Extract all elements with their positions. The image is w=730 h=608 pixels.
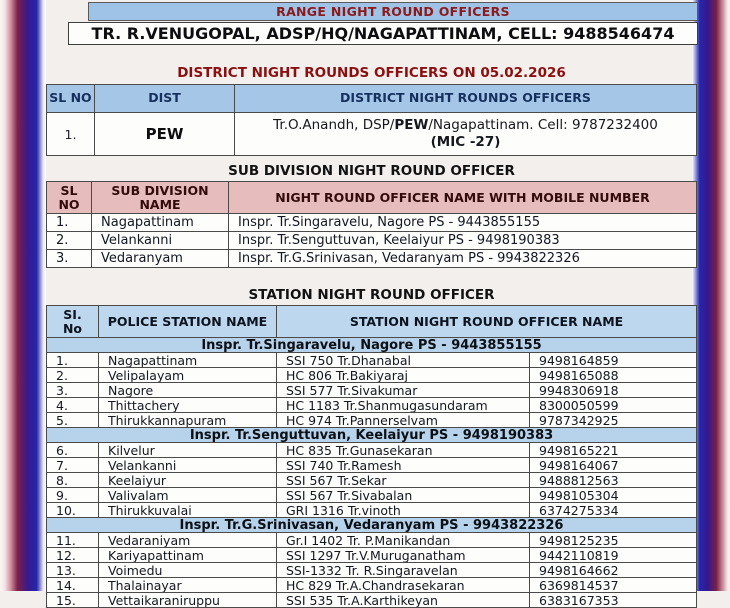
station-header-slno: SI. No <box>47 306 99 338</box>
district-header-dist: DIST <box>95 85 235 113</box>
station-row: 8. Keelaiyur SSI 567 Tr.Sekar 9488812563 <box>47 473 697 488</box>
station-row: 11. Vedaraniyam Gr.I 1402 Tr. P.Manikandan 9498125235 <box>47 533 697 548</box>
range-title-banner <box>88 2 698 21</box>
subdivision-section-title: SUB DIVISION NIGHT ROUND OFFICER <box>228 163 515 179</box>
subdivision-header-officer: NIGHT ROUND OFFICER NAME WITH MOBILE NUMBER <box>229 182 697 214</box>
district-header-officers: DISTRICT NIGHT ROUNDS OFFICERS <box>235 85 697 113</box>
subdivision-table <box>46 181 697 268</box>
district-header-slno: SL NO <box>47 85 95 113</box>
station-section-title: STATION NIGHT ROUND OFFICER <box>248 287 495 303</box>
station-row: 12. Kariyapattinam SSI 1297 Tr.V.Muruganatham 9442110819 <box>47 548 697 563</box>
station-row: 1. Nagapattinam SSI 750 Tr.Dhanabal 9498164859 <box>47 353 697 368</box>
station-row: 4. Thittachery HC 1183 Tr.Shanmugasundaram 8300050599 <box>47 398 697 413</box>
subdivision-row: 3. Vedaranyam Inspr. Tr.G.Srinivasan, Vedaranyam PS - 9943822326 <box>47 250 697 268</box>
station-row: 5. Thirukkannapuram HC 974 Tr.Pannerselvam 9787342925 <box>47 413 697 428</box>
station-row: 3. Nagore SSI 577 Tr.Sivakumar 9948306918 <box>47 383 697 398</box>
district-row-no: 1. <box>47 113 95 156</box>
station-header-name: POLICE STATION NAME <box>99 306 277 338</box>
station-row: 9. Valivalam SSI 567 Tr.Sivabalan 9498105304 <box>47 488 697 503</box>
station-row: 7. Velankanni SSI 740 Tr.Ramesh 9498164067 <box>47 458 697 473</box>
district-officer-suffix: /Nagapattinam. Cell: 9787232400 <box>428 117 658 133</box>
subdivision-header-name: SUB DIVISION NAME <box>92 182 229 214</box>
station-header-row <box>47 306 697 338</box>
district-officer-bold: PEW <box>394 117 429 133</box>
station-header-officer: STATION NIGHT ROUND OFFICER NAME <box>277 306 697 338</box>
station-group-header-row <box>47 518 697 533</box>
subdivision-row: 1. Nagapattinam Inspr. Tr.Singaravelu, Nagore PS - 9443855155 <box>47 214 697 232</box>
range-title: RANGE NIGHT ROUND OFFICERS <box>276 4 510 19</box>
station-row: 10. Thirukkuvalai GRI 1316 Tr.vinoth 6374275334 <box>47 503 697 518</box>
district-header-row <box>47 85 697 113</box>
station-row: 6. Kilvelur HC 835 Tr.Gunasekaran 9498165221 <box>47 443 697 458</box>
station-row: 15. Vettaikaraniruppu SSI 535 Tr.A.Karthikeyan 6383167353 <box>47 593 697 608</box>
range-officer-box <box>68 22 698 45</box>
district-section-title: DISTRICT NIGHT ROUNDS OFFICERS ON 05.02.2026 <box>177 65 566 81</box>
station-row: 14. Thalainayar HC 829 Tr.A.Chandrasekaran 6369814537 <box>47 578 697 593</box>
station-group-header: Inspr. Tr.Singaravelu, Nagore PS - 9443855155 <box>47 338 697 353</box>
station-row: 13. Voimedu SSI-1332 Tr. R.Singaravelan 9498164662 <box>47 563 697 578</box>
district-officer-mic: (MIC -27) <box>430 134 501 150</box>
station-table <box>46 305 697 608</box>
district-row-officer <box>235 113 697 156</box>
subdivision-header-row <box>47 182 697 214</box>
subdivision-header-slno: SL NO <box>47 182 92 214</box>
subdivision-row: 2. Velankanni Inspr. Tr.Senguttuvan, Keelaiyur PS - 9498190383 <box>47 232 697 250</box>
document-page <box>46 0 697 608</box>
range-officer-name: TR. R.VENUGOPAL, ADSP/HQ/NAGAPATTINAM, CELL: 9488546474 <box>91 24 675 43</box>
district-table <box>46 84 697 156</box>
district-officer-prefix: Tr.O.Anandh, DSP/ <box>273 117 395 133</box>
station-group-header-row <box>47 428 697 443</box>
station-row: 2. Velipalayam HC 806 Tr.Bakiyaraj 9498165088 <box>47 368 697 383</box>
district-row-dist: PEW <box>95 113 235 156</box>
district-data-row <box>47 113 697 156</box>
page-border-left <box>0 0 46 591</box>
station-group-header: Inspr. Tr.G.Srinivasan, Vedaranyam PS - 9943822326 <box>47 518 697 533</box>
page-border-right <box>692 0 730 591</box>
station-group-header-row <box>47 338 697 353</box>
station-group-header: Inspr. Tr.Senguttuvan, Keelaiyur PS - 9498190383 <box>47 428 697 443</box>
